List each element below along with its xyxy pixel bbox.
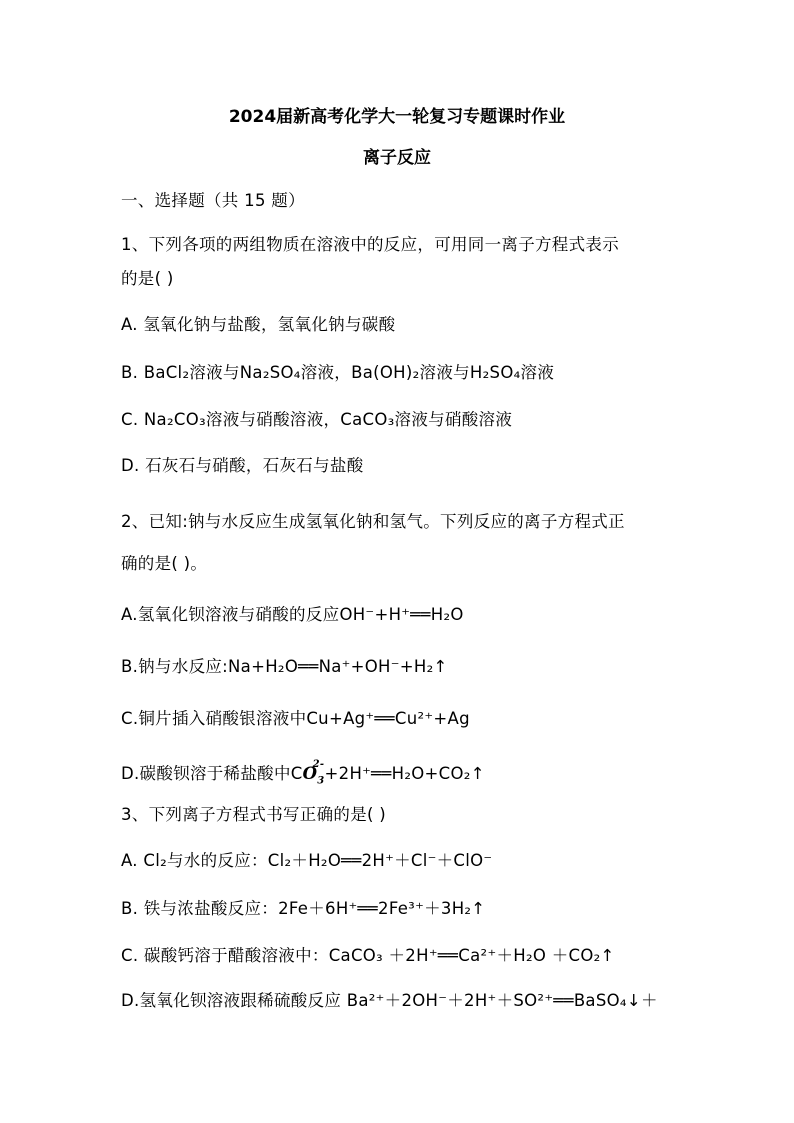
document-title: 2024届新高考化学大一轮复习专题课时作业 (228, 107, 566, 127)
document-subtitle: 离子反应 (363, 148, 431, 168)
question-1-stem-line-1: 1、下列各项的两组物质在溶液中的反应，可用同一离子方程式表示 (121, 235, 619, 254)
question-2-stem-line-2: 确的是( )。 (121, 554, 208, 573)
question-1-stem-line-2: 的是( ) (121, 269, 174, 288)
question-3-option-b: B. 铁与浓盐酸反应：2Fe＋6H⁺══2Fe³⁺＋3H₂↑ (121, 899, 486, 918)
question-2-option-a: A.氢氧化钡溶液与硝酸的反应OH⁻+H⁺══H₂O (121, 605, 464, 624)
carbonate-subscript: 3 (317, 775, 325, 787)
question-2-stem-line-1: 2、已知:钠与水反应生成氢氧化钠和氢气。下列反应的离子方程式正 (121, 512, 625, 531)
question-2-option-d-suffix: +2H⁺══H₂O+CO₂↑ (324, 764, 485, 783)
question-2-option-b: B.钠与水反应:Na+H₂O══Na⁺+OH⁻+H₂↑ (121, 657, 448, 676)
section-heading: 一、选择题（共 15 题） (121, 191, 305, 210)
question-1-option-d: D. 石灰石与硝酸，石灰石与盐酸 (121, 456, 364, 475)
question-3-option-c: C. 碳酸钙溶于醋酸溶液中：CaCO₃ ＋2H⁺══Ca²⁺＋H₂O ＋CO₂↑ (121, 946, 615, 965)
question-3-option-d: D.氢氧化钡溶液跟稀硫酸反应 Ba²⁺＋2OH⁻＋2H⁺＋SO²⁺══BaSO₄↓＋ (121, 991, 658, 1010)
question-1-option-c: C. Na₂CO₃溶液与硝酸溶液，CaCO₃溶液与硝酸溶液 (121, 410, 513, 429)
question-1-option-b: B. BaCl₂溶液与Na₂SO₄溶液，Ba(OH)₂溶液与H₂SO₄溶液 (121, 363, 555, 382)
question-2-option-d-prefix: D.碳酸钡溶于稀盐酸中C (121, 764, 303, 783)
question-1-option-a: A. 氢氧化钠与盐酸，氢氧化钠与碳酸 (121, 315, 396, 334)
carbonate-charge: 2- (312, 759, 325, 770)
carbonate-oxygen: O (302, 764, 318, 783)
question-3-stem: 3、下列离子方程式书写正确的是( ) (121, 805, 387, 824)
question-2-option-d (121, 759, 485, 792)
question-2-option-c: C.铜片插入硝酸银溶液中Cu+Ag⁺══Cu²⁺+Ag (121, 709, 470, 728)
carbonate-ion-formula (302, 759, 325, 792)
question-3-option-a: A. Cl₂与水的反应：Cl₂＋H₂O══2H⁺＋Cl⁻＋ClO⁻ (121, 851, 493, 870)
